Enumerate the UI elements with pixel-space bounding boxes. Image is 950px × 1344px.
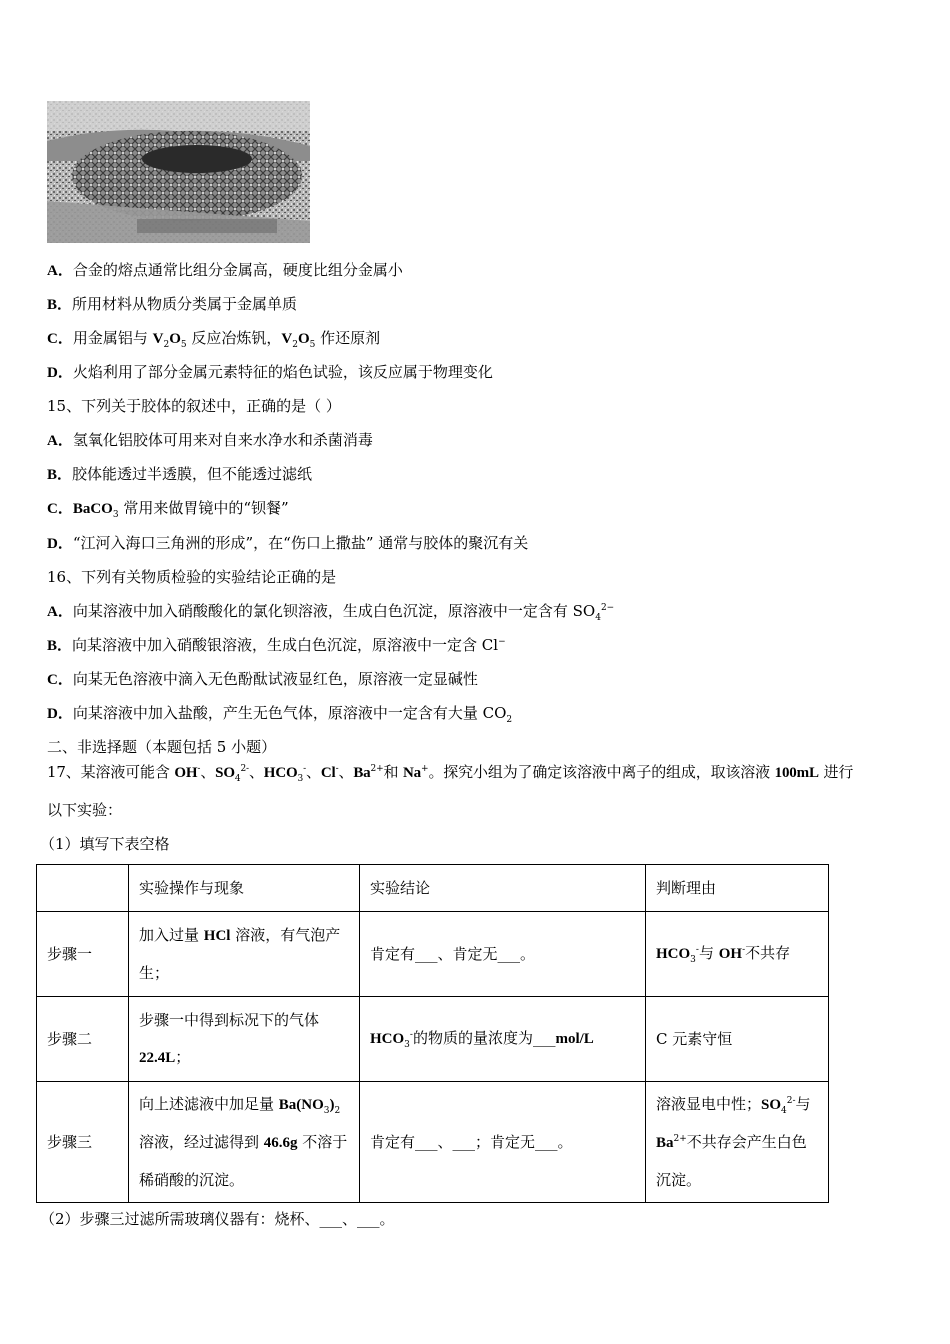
q16-stem: 16、下列有关物质检验的实验结论正确的是: [47, 568, 337, 586]
ion-hco3: HCO: [263, 765, 298, 781]
step-name: 步骤一: [37, 912, 129, 997]
q17-text: 和: [383, 763, 403, 781]
q15-option-a: [47, 430, 373, 451]
header-cell: 判断理由: [646, 865, 829, 912]
option-text: 作还原剂: [315, 329, 381, 347]
superscript: 2-: [240, 764, 249, 774]
step-reason: [646, 912, 829, 997]
q16-option-d: [47, 703, 512, 724]
superscript: -: [303, 764, 306, 774]
option-letter: B．: [47, 297, 73, 313]
formula-oh: OH: [718, 946, 743, 962]
cell-text: 不共存会产生白色沉淀。: [656, 1132, 807, 1189]
q15-option-b: [47, 464, 312, 485]
header-cell: 实验结论: [360, 865, 646, 912]
step-reason: [646, 1082, 829, 1203]
formula-v: V: [152, 331, 164, 347]
subscript: 2: [292, 340, 298, 350]
volume-value: 22.4L: [139, 1049, 176, 1066]
cell-text: 加入过量: [139, 925, 204, 944]
option-text: 常用来做胃镜中的“钡餐”: [118, 499, 289, 517]
superscript: 2+: [673, 1133, 687, 1144]
table-row: [37, 1082, 829, 1203]
cell-text: 不溶于稀硝酸的沉淀。: [139, 1132, 348, 1189]
cell-text: 溶液显电中性；: [656, 1094, 762, 1113]
mass-value: 46.6g: [263, 1134, 298, 1151]
cell-text: 溶液，有气泡产生；: [139, 925, 341, 982]
subscript: 4: [595, 613, 601, 623]
option-letter: B．: [47, 467, 73, 483]
option-letter: C．: [47, 672, 73, 688]
superscript: -: [695, 945, 699, 955]
table-header-row: [37, 865, 829, 912]
option-letter: C．: [47, 501, 73, 517]
option-text: 所用材料从物质分类属于金属单质: [72, 295, 298, 313]
option-text: 向某溶液中加入硝酸银溶液，生成白色沉淀，原溶液中一定含 Cl: [72, 636, 499, 654]
option-text: “江河入海口三角洲的形成”，在“伤口上撒盐” 通常与胶体的聚沉有关: [72, 534, 529, 552]
step-name: 步骤二: [37, 997, 129, 1082]
superscript: 2−: [600, 603, 615, 613]
formula-v: V: [281, 331, 293, 347]
cell-text: 不共存: [745, 944, 791, 962]
cell-text: ；: [175, 1047, 191, 1066]
table-row: [37, 997, 829, 1082]
header-cell: [37, 865, 129, 912]
q15-option-c: [47, 498, 289, 519]
formula-baco3: BaCO: [72, 501, 113, 517]
option-letter: D．: [47, 536, 73, 552]
option-text: 胶体能透过半透膜，但不能透过滤纸: [72, 465, 313, 483]
subscript: 3: [323, 1105, 330, 1116]
option-text: 反应冶炼钒，: [186, 329, 282, 347]
q17-text: 17、某溶液可能含: [47, 763, 175, 781]
q14-option-c: [47, 328, 380, 349]
step-operation: [129, 997, 360, 1082]
ion-na: Na: [402, 765, 422, 781]
subscript: 2: [506, 715, 513, 725]
ion-cl: Cl: [320, 765, 336, 781]
subscript: 4: [781, 1105, 787, 1116]
option-letter: A．: [47, 604, 73, 620]
formula-o: O: [169, 331, 181, 347]
formula-hco3: HCO: [656, 946, 691, 962]
q17-stem-cont: 以下实验：: [47, 801, 123, 819]
option-letter: B．: [47, 638, 73, 654]
option-text: 合金的熔点通常比组分金属高，硬度比组分金属小: [72, 261, 403, 279]
formula-hco3: HCO: [370, 1031, 405, 1047]
q15-stem: 15、下列关于胶体的叙述中，正确的是（ ）: [47, 397, 341, 415]
stadium-photo: [47, 101, 310, 243]
q17-text: 进行: [818, 763, 854, 781]
cell-text: 步骤一中得到标况下的气体: [139, 1010, 320, 1029]
step-operation: [129, 912, 360, 997]
q16-option-a: [47, 601, 614, 622]
superscript: +: [421, 764, 429, 774]
superscript: -: [197, 764, 201, 774]
q17-part1: （1）填写下表空格: [40, 835, 170, 853]
subscript: 3: [297, 774, 304, 784]
subscript: 2: [334, 1105, 341, 1116]
option-text: 向某溶液中加入硝酸酸化的氯化钡溶液，生成白色沉淀，原溶液中一定含有 SO: [72, 602, 596, 620]
option-text: 用金属铝与: [72, 329, 153, 347]
superscript: 2+: [370, 764, 384, 774]
q14-option-b: [47, 294, 297, 315]
formula-hcl: HCl: [203, 927, 231, 944]
table-row: [37, 912, 829, 997]
step-conclusion: 肯定有___、___；肯定无___。: [360, 1082, 646, 1203]
cell-text: 与: [795, 1094, 811, 1113]
step-conclusion: 肯定有___、肯定无___。: [360, 912, 646, 997]
superscript: 2-: [786, 1095, 796, 1106]
formula-o: O: [297, 331, 310, 347]
section-heading: 二、非选择题（本题包括 5 小题）: [47, 738, 277, 756]
option-text: 向某无色溶液中滴入无色酚酞试液显红色，原溶液一定显碱性: [72, 670, 478, 688]
option-letter: D．: [47, 365, 73, 381]
subscript: 4: [234, 774, 241, 784]
option-text: 火焰利用了部分金属元素特征的焰色试验，该反应属于物理变化: [72, 363, 493, 381]
superscript: -: [409, 1030, 413, 1040]
q17-text: 。探究小组为了确定该溶液中离子的组成，取该溶液: [428, 763, 775, 781]
option-text: 向某溶液中加入盐酸，产生无色气体，原溶液中一定含有大量 CO: [72, 704, 507, 722]
subscript: 5: [180, 340, 187, 350]
superscript: -: [742, 945, 746, 955]
formula-bano3: Ba(NO: [278, 1096, 324, 1113]
ion-oh: OH: [174, 765, 198, 781]
ion-so4: SO: [215, 765, 235, 781]
step-operation: [129, 1082, 360, 1203]
cell-text: 与: [698, 944, 719, 962]
step-reason: C 元素守恒: [646, 997, 829, 1082]
cell-text: 溶液，经过滤得到: [139, 1132, 264, 1151]
q17-stem: 17、某溶液可能含 OH-、$SO_4^{2-}$、$HCO_3^-$、Cl-、$Ba^{2+}$和 Na+。探究小组为了确定该溶液中离子的组成，取该溶液 100mL 进行: [47, 763, 854, 784]
subscript: 5: [309, 340, 316, 350]
unit: mol/L: [555, 1031, 594, 1047]
q16-option-b: [47, 635, 506, 656]
cell-text: 的物质的量浓度为___: [412, 1029, 556, 1047]
superscript: -: [335, 764, 339, 774]
volume-value: 100mL: [774, 765, 819, 781]
option-letter: A．: [47, 433, 73, 449]
formula-ba: Ba: [656, 1134, 674, 1151]
q16-option-c: [47, 669, 478, 690]
formula-bano3: ): [329, 1096, 335, 1113]
subscript: 3: [112, 510, 119, 520]
step-name: 步骤三: [37, 1082, 129, 1203]
cell-text: 向上述滤液中加足量: [139, 1094, 279, 1113]
subscript: 3: [690, 955, 696, 965]
q15-option-d: [47, 533, 528, 554]
experiment-table: [36, 864, 829, 1203]
option-letter: A．: [47, 263, 73, 279]
header-cell: 实验操作与现象: [129, 865, 360, 912]
formula-so4: SO: [761, 1096, 782, 1113]
subscript: 2: [163, 340, 170, 350]
superscript: −: [498, 637, 506, 647]
q17-part2: （2）步骤三过滤所需玻璃仪器有：烧杯、___、___。: [40, 1210, 395, 1228]
option-letter: C．: [47, 331, 73, 347]
q14-option-a: [47, 260, 403, 281]
option-letter: D．: [47, 706, 73, 722]
option-text: 氢氧化铝胶体可用来对自来水净水和杀菌消毒: [72, 431, 373, 449]
subscript: 3: [404, 1040, 410, 1050]
step-conclusion: [360, 997, 646, 1082]
q14-option-d: [47, 362, 493, 383]
ion-ba: Ba: [353, 765, 371, 781]
